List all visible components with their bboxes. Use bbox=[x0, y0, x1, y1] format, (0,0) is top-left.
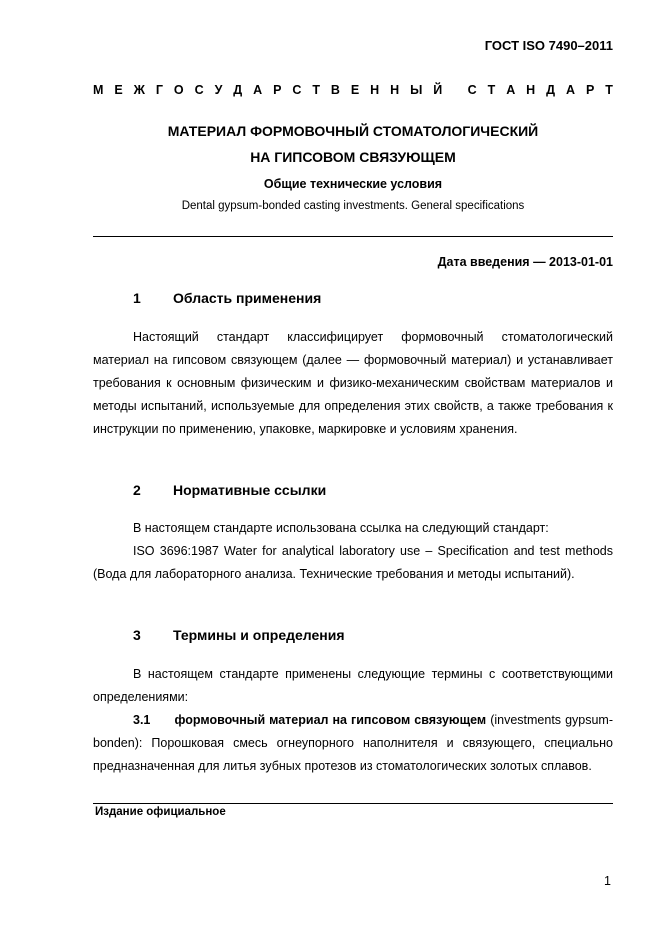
english-title: Dental gypsum-bonded casting investments. General specifications bbox=[181, 200, 525, 212]
standard-type-letter: Е bbox=[350, 83, 360, 97]
standard-type-letter: С bbox=[292, 83, 302, 97]
standard-type-letter: О bbox=[173, 83, 184, 97]
standard-type-letter: Ы bbox=[410, 83, 423, 97]
section-1-paragraph: Настоящий стандарт классифицирует формовочный стоматологический материал на гипсовом связующем (далее — формовочный материал) и устанавливает требования к основным физическим и физико-механическим свойствам материалов и методы испытаний, используемые для определения этих свойств, а также требования к инструкции по применению, упаковке, маркировке и условиям хранения. bbox=[93, 330, 613, 436]
standard-type-letter: Н bbox=[526, 83, 536, 97]
section-heading-2 bbox=[133, 482, 326, 498]
standard-type-letter: Т bbox=[487, 83, 496, 97]
standard-type-letter: Р bbox=[273, 83, 282, 97]
standard-type-letter: Й bbox=[433, 83, 443, 97]
term-name: формовочный материал на гипсовом связующем bbox=[174, 713, 487, 727]
standard-type-letter: Т bbox=[605, 83, 613, 97]
term-definition-3-1 bbox=[93, 709, 613, 778]
standard-type-letter bbox=[453, 83, 456, 97]
official-edition-note: Издание официальное bbox=[95, 806, 226, 818]
standard-type-letter: А bbox=[253, 83, 263, 97]
page-number: 1 bbox=[604, 874, 611, 888]
standard-type-heading bbox=[93, 83, 613, 97]
standard-type-letter: С bbox=[467, 83, 477, 97]
standard-type-letter: Н bbox=[370, 83, 380, 97]
document-subtitle: Общие технические условия bbox=[263, 177, 443, 191]
introduction-date: Дата введения — 2013-01-01 bbox=[437, 255, 613, 269]
standard-type-letter: В bbox=[330, 83, 340, 97]
standard-type-letter: М bbox=[93, 83, 104, 97]
section-number: 3 bbox=[133, 627, 141, 643]
term-definition: (investments gypsum-bonden): Порошковая смесь огнеупорного наполнителя и связующего, специально предназначенная для литья зубных протезов из стоматологических золотых сплавов. bbox=[93, 713, 613, 773]
section-number: 2 bbox=[133, 482, 141, 498]
standard-type-letter: А bbox=[506, 83, 516, 97]
title-divider bbox=[93, 236, 613, 237]
standard-type-letter: У bbox=[214, 83, 223, 97]
section-number: 1 bbox=[133, 290, 141, 306]
standard-type-letter: А bbox=[565, 83, 575, 97]
standard-type-letter: Ж bbox=[133, 83, 145, 97]
term-number: 3.1 bbox=[133, 713, 151, 727]
standard-type-letter: Г bbox=[155, 83, 163, 97]
section-title: Нормативные ссылки bbox=[173, 482, 327, 498]
section-3-paragraph-1: В настоящем стандарте применены следующие термины с соответствующими определениями: bbox=[93, 667, 613, 704]
document-title-line1: МАТЕРИАЛ ФОРМОВОЧНЫЙ СТОМАТОЛОГИЧЕСКИЙ bbox=[167, 123, 539, 139]
section-heading-1 bbox=[133, 290, 321, 306]
section-title: Область применения bbox=[173, 290, 322, 306]
standard-type-letter: Н bbox=[390, 83, 400, 97]
standard-type-letter: Е bbox=[114, 83, 123, 97]
section-2-paragraph-2: ISO 3696:1987 Water for analytical laboratory use – Specification and test methods (Вода для лабораторного анализа. Технические требования и методы испытаний). bbox=[93, 544, 613, 581]
standard-type-letter: Р bbox=[585, 83, 595, 97]
section-title: Термины и определения bbox=[173, 627, 345, 643]
section-2-paragraph-1: В настоящем стандарте использована ссылка на следующий стандарт: bbox=[133, 521, 549, 535]
standard-type-letter: С bbox=[194, 83, 204, 97]
standard-type-letter: Т bbox=[312, 83, 320, 97]
footer-divider bbox=[93, 803, 613, 804]
term-spacer bbox=[150, 713, 174, 727]
standard-code: ГОСТ ISO 7490–2011 bbox=[484, 38, 613, 53]
document-title-line2: НА ГИПСОВОМ СВЯЗУЮЩЕМ bbox=[250, 149, 456, 165]
standard-type-letter: Д bbox=[546, 83, 556, 97]
standard-type-letter: Д bbox=[233, 83, 243, 97]
section-heading-3 bbox=[133, 627, 345, 643]
